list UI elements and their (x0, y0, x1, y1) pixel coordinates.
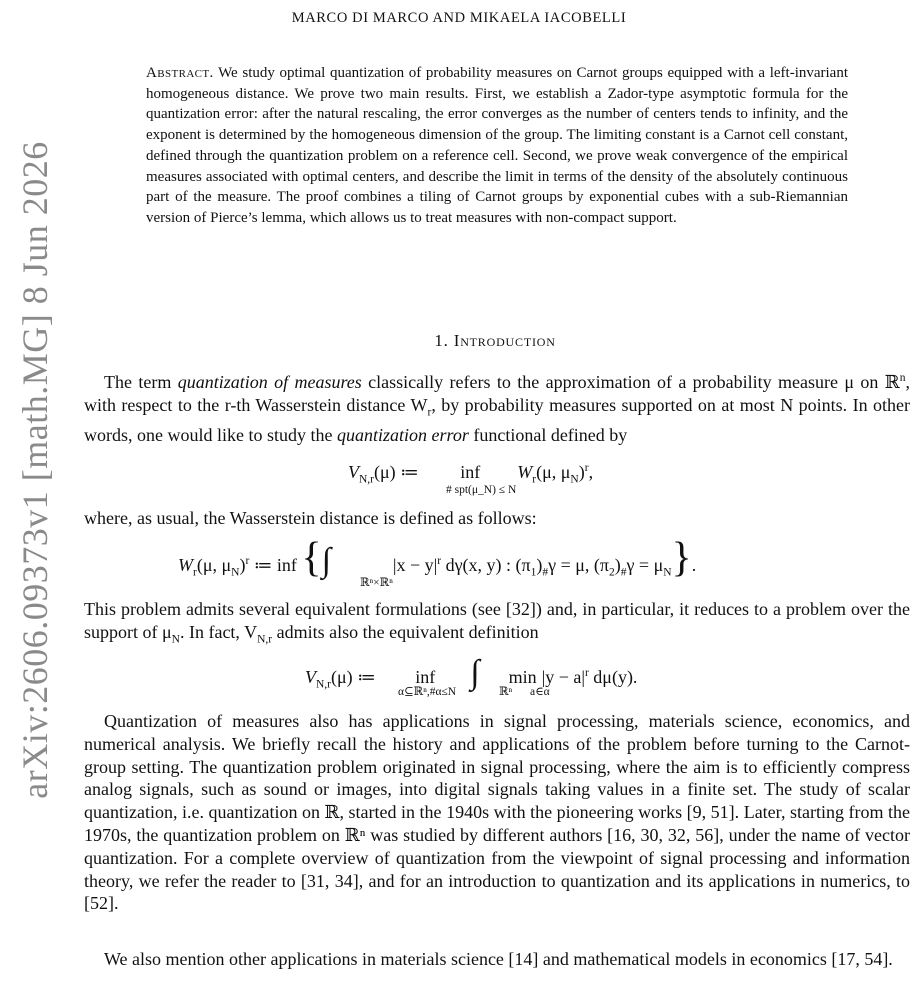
arxiv-side-stamp: arXiv:2606.09373v1 [math.MG] 8 Jun 2026 (15, 141, 55, 799)
subscript: # (542, 566, 549, 579)
paragraph-other-applications: We also mention other applications in materials science [14] and mathematical models in economics [17, 54]. (104, 949, 893, 969)
math-operator: inf (415, 667, 436, 687)
text-run: The term (104, 372, 178, 392)
subscript: N (171, 633, 180, 646)
section-title: Introduction (453, 331, 556, 350)
math-text: . (691, 555, 697, 575)
paragraph-wasserstein-intro: where, as usual, the Wasserstein distance is defined as follows: (84, 508, 537, 528)
integral-sign: ∫ (321, 542, 331, 579)
math-operator: inf (460, 462, 481, 482)
subscript: r (532, 473, 537, 486)
integral-underscript: ℝⁿ (499, 686, 513, 698)
superscript: n (899, 372, 906, 384)
section-heading (0, 331, 918, 351)
math-symbol: W (178, 555, 193, 575)
emphasis-term: quantization error (336, 425, 469, 446)
subscript: 1 (530, 566, 537, 579)
integral-sign: ∫ (470, 654, 480, 691)
section-number: 1. (434, 331, 449, 350)
subscript: N (663, 566, 672, 579)
running-header-authors: MARCO DI MARCO AND MIKAELA IACOBELLI (291, 10, 627, 26)
subscript: N,r (359, 473, 375, 486)
paragraph-intro (84, 367, 910, 447)
math-text: dμ(y). (588, 667, 638, 687)
abstract-text: We study optimal quantization of probability measures on Carnot groups equipped with a left-invariant homogeneous distance. We prove two main results. First, we establish a Zador-type asymptotic formula for the quantization error: after the natural rescaling, the error converges as the number of centers tends to infinity, and the exponent is determined by the homogeneous dimension of the group. The limiting constant is a Carnot cell constant, defined through the quantization problem on a reference cell. Second, we prove weak convergence of the empirical measures associated with optimal centers, and describe the limit in terms of the density of the absolutely continuous part of the measure. The proof combines a tiling of Carnot groups by exponential cubes with a sub-Riemannian version of Pierce’s lemma, which allows us to treat measures with non-compact support. (146, 65, 849, 226)
math-symbol: V (305, 667, 316, 687)
paragraph-applications: Quantization of measures also has applications in signal processing, materials science, economics, and numerical analysis. We briefly recall the history and applications of the problem before turning to the Carnot-group setting. The quantization problem originated in signal processing, where the aim is to efficiently compress analog signals, such as sound or images, into digital signals taking values in a finite set. The study of scalar quantization, i.e. quantization on ℝ, started in the 1940s with the pioneering works [9, 51]. Later, starting from the 1970s, the quantization problem on ℝⁿ was studied by different authors [16, 30, 32, 56], under the name of vector quantization. For a complete overview of quantization from the viewpoint of signal processing and information theory, we refer the reader to [31, 34], and for an introduction to quantization and its applications in numerics, to [52]. (84, 711, 910, 914)
math-text: ) (239, 555, 246, 575)
subscript: # (620, 566, 627, 579)
min-underscript: a∈α (530, 686, 550, 698)
abstract (146, 63, 848, 229)
math-text: (μ, μ (196, 555, 232, 575)
subscript: 2 (608, 566, 615, 579)
math-text: (μ) ≔ (374, 462, 424, 482)
text-run: admits also the equivalent definition (272, 621, 539, 642)
math-text: dγ(x, y) : (π (441, 555, 531, 575)
math-text: ) (614, 555, 621, 575)
subscript: N (231, 566, 240, 579)
operator-underscript: # spt(μ_N) ≤ N (446, 484, 517, 496)
math-operator: min (508, 667, 537, 687)
paragraph-equivalent-formulations (84, 598, 910, 651)
equation-quantization-error (348, 462, 593, 486)
equation-wasserstein (178, 534, 696, 582)
text-run: This problem admits several equivalent formulations (see [32]) and, in particular, it reduces to a problem over the support of μ (84, 599, 910, 642)
math-text: |x − y| (392, 555, 438, 575)
superscript: r (584, 667, 589, 679)
subscript: N,r (316, 678, 332, 691)
text-run: , with respect to the r-th Wasserstein distance W (84, 372, 910, 415)
subscript: N,r (257, 633, 273, 646)
text-run: functional defined by (468, 425, 628, 446)
math-symbol: V (348, 462, 359, 482)
text-run: , by probability measures supported on at most N points. In other words, one would like to study the (84, 394, 910, 446)
left-brace: { (301, 535, 322, 581)
text-run: classically refers to the approximation of a probability measure μ on ℝ (361, 372, 900, 392)
integral-underscript: ℝⁿ×ℝⁿ (360, 577, 393, 589)
subscript: r (193, 566, 197, 579)
subscript: N (570, 473, 579, 486)
math-text: ) (536, 555, 543, 575)
superscript: r (245, 555, 250, 567)
math-text: γ = μ (626, 555, 664, 575)
equation-equivalent-definition (305, 654, 637, 692)
text-run: . In fact, V (179, 621, 258, 642)
math-text: |y − a| (541, 667, 585, 687)
subscript: r (427, 406, 432, 419)
right-brace: } (671, 535, 692, 581)
math-text: (μ) ≔ (331, 667, 381, 687)
math-text: ) (578, 462, 585, 482)
operator-underscript: α⊆ℝⁿ,#α≤N (398, 686, 457, 698)
superscript: r (437, 555, 442, 567)
superscript: r (584, 462, 589, 474)
math-text: γ = μ, (π (548, 555, 609, 575)
math-text: ≔ inf (249, 555, 302, 575)
math-symbol: W (517, 462, 533, 482)
math-text: (μ, μ (536, 462, 571, 482)
abstract-label: Abstract. (146, 65, 214, 81)
math-text: , (588, 462, 594, 482)
emphasis-term: quantization of measures (177, 372, 362, 392)
